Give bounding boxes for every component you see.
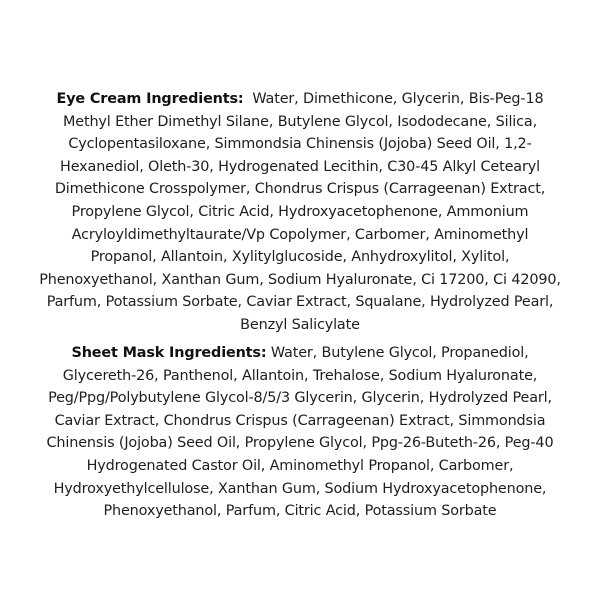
eye-cream-text-7: Acryloyldimethyltaurate/Vp Copolymer, Carbomer, Aminomethyl [71,226,529,243]
eye-cream-text-3: Cyclopentasiloxane, Simmondsia Chinensis (Jojoba) Seed Oil, 1,2- [68,136,532,153]
eye-cream-text-8: Propanol, Allantoin, Xylitylglucoside, Anhydroxylitol, Xylitol, [90,249,510,266]
eye-cream-heading: Eye Cream Ingredients: [56,91,244,107]
sheet-mask-text-7: Hydroxyethylcellulose, Xanthan Gum, Sodium Hydroxyacetophenone, [53,480,547,497]
sheet-mask-text-3: Peg/Ppg/Polybutylene Glycol-8/5/3 Glycerin, Glycerin, Hydrolyzed Pearl, [48,390,552,407]
eye-cream-text-10: Parfum, Potassium Sorbate, Caviar Extract, Squalane, Hydrolyzed Pearl, [46,294,554,311]
eye-cream-text-9: Phenoxyethanol, Xanthan Gum, Sodium Hyaluronate, Ci 17200, Ci 42090, [39,271,561,288]
eye-cream-text-2: Methyl Ether Dimethyl Silane, Butylene Glycol, Isododecane, Silica, [63,113,537,130]
sheet-mask-text-8: Phenoxyethanol, Parfum, Citric Acid, Potassium Sorbate [103,503,497,520]
eye-cream-text-4: Hexanediol, Oleth-30, Hydrogenated Lecithin, C30-45 Alkyl Cetearyl [60,158,540,175]
eye-cream-text-6: Propylene Glycol, Citric Acid, Hydroxyacetophenone, Ammonium [71,203,529,220]
eye-cream-text-11: Benzyl Salicylate [240,316,360,333]
sheet-mask-text-2: Glycereth-26, Panthenol, Allantoin, Trehalose, Sodium Hyaluronate, [62,367,538,384]
sheet-mask-heading: Sheet Mask Ingredients: [71,345,267,361]
eye-cream-text-1: Water, Dimethicone, Glycerin, Bis-Peg-18 [252,91,544,107]
sheet-mask-line-1 [22,342,578,365]
sheet-mask-text-1: Water, Butylene Glycol, Propanediol, [270,345,529,361]
eye-cream-ingredients-section [22,88,578,337]
sheet-mask-text-5: Chinensis (Jojoba) Seed Oil, Propylene Glycol, Ppg-26-Buteth-26, Peg-40 [46,435,554,452]
sheet-mask-ingredients-section [22,342,578,523]
sheet-mask-text-6: Hydrogenated Castor Oil, Aminomethyl Propanol, Carbomer, [86,457,514,474]
eye-cream-line-1 [22,88,578,111]
sheet-mask-text-4: Caviar Extract, Chondrus Crispus (Carrageenan) Extract, Simmondsia [54,412,546,429]
eye-cream-text-5: Dimethicone Crosspolymer, Chondrus Crispus (Carrageenan) Extract, [54,181,546,198]
